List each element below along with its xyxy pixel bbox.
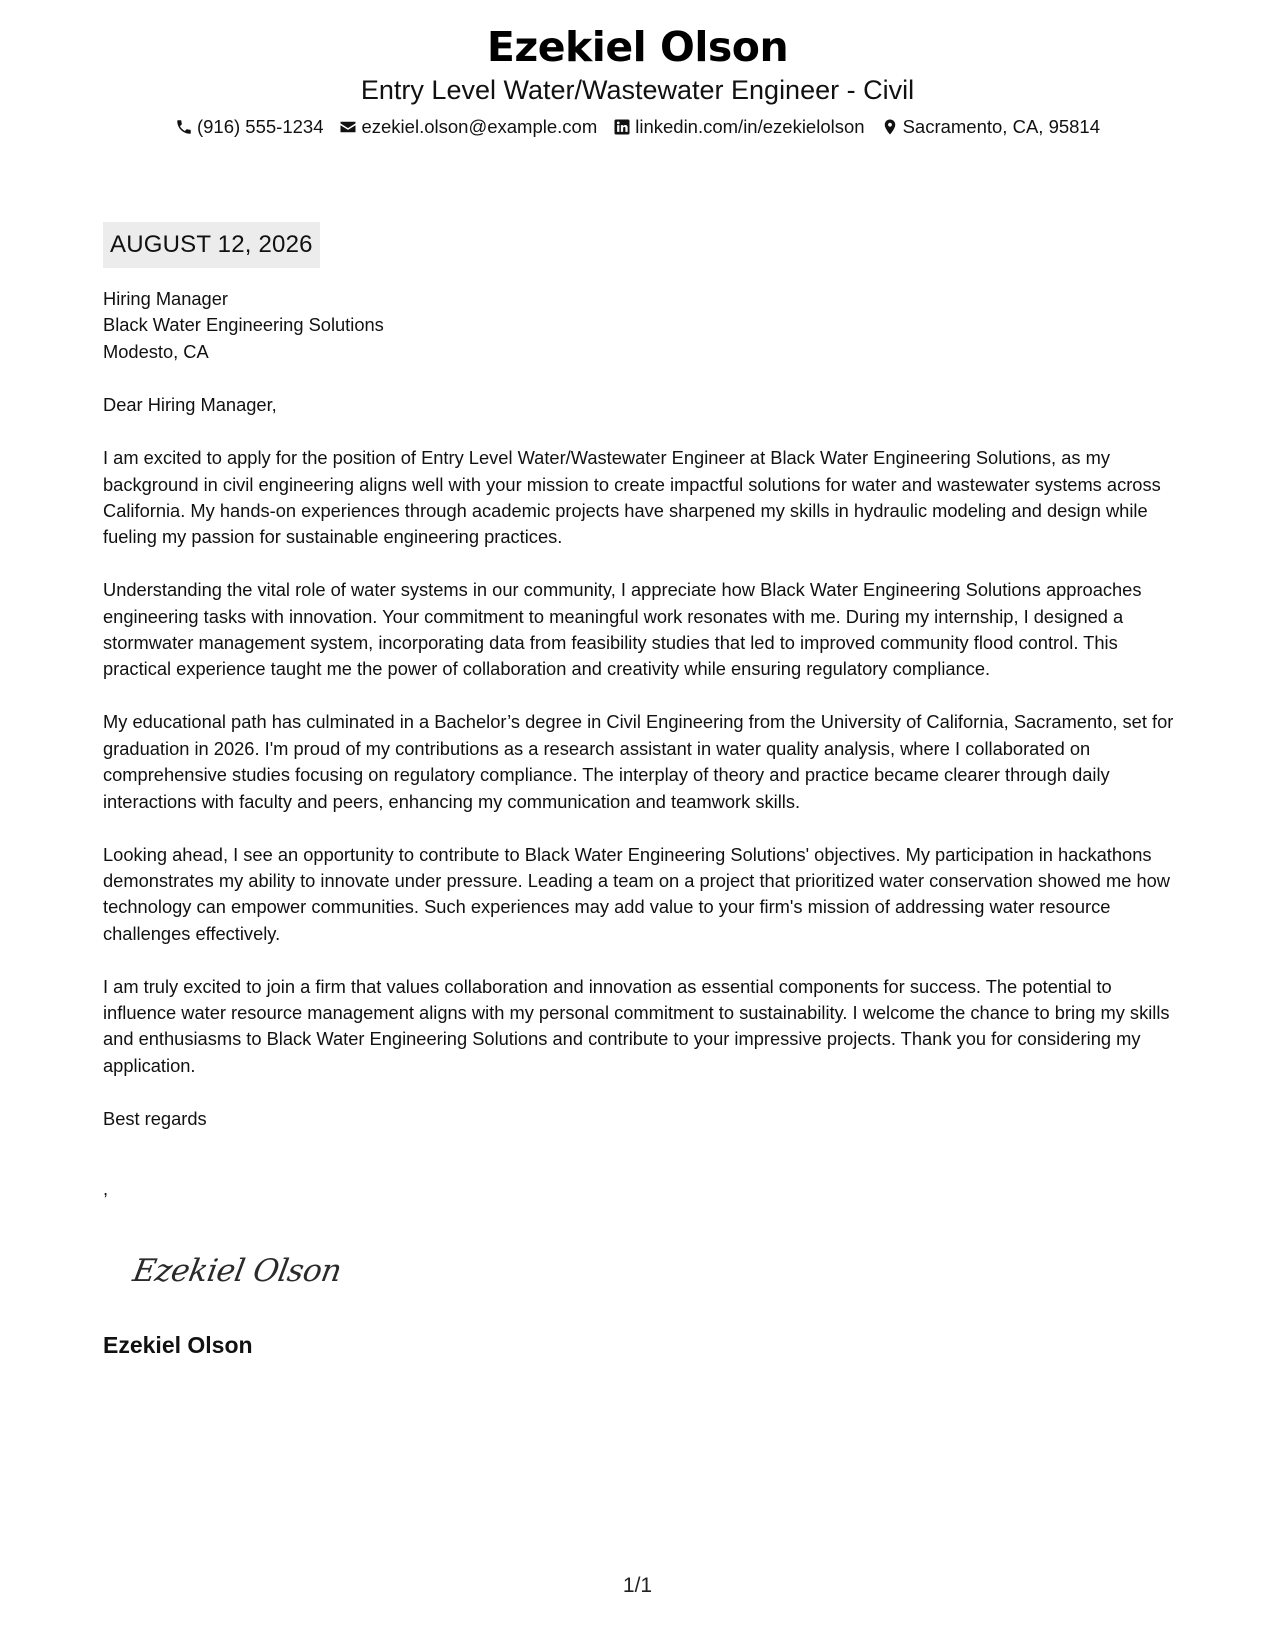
body-paragraph-3: My educational path has culminated in a Bachelor’s degree in Civil Engineering from the University of California, Sacramento, set for graduation in 2026. I'm proud of my contributions as a research assistant in water quality analysis, where I collaborated on comprehensive studies focusing on regulatory compliance. The interplay of theory and practice became clearer through daily interactions with faculty and peers, enhancing my communication and teamwork skills. xyxy=(103,711,1174,812)
body-paragraph-4: Looking ahead, I see an opportunity to contribute to Black Water Engineering Solutions' objectives. My participation in hackathons demonstrates my ability to innovate under pressure. Leading a team on a project that prioritized water conservation showed me how technology can empower communities. Such experiences may add value to your firm's mission of addressing water resource challenges effectively. xyxy=(103,843,1170,944)
salutation: Dear Hiring Manager, xyxy=(103,394,277,416)
email-link[interactable]: ezekiel.olson@example.com xyxy=(361,116,598,137)
handwritten-signature xyxy=(130,1245,340,1295)
signer-name: Ezekiel Olson xyxy=(103,1332,253,1358)
letter-body xyxy=(103,286,1178,1203)
contact-phone xyxy=(175,115,324,139)
svg-text:Ezekiel Olson: Ezekiel Olson xyxy=(130,1253,340,1289)
recipient-location: Modesto, CA xyxy=(103,340,209,362)
contact-location xyxy=(881,115,1100,139)
contact-email xyxy=(339,115,597,139)
envelope-icon xyxy=(339,118,357,136)
recipient-title: Hiring Manager xyxy=(103,288,228,309)
phone-text: (916) 555-1234 xyxy=(196,116,324,137)
map-pin-icon xyxy=(881,118,899,136)
body-paragraph-1: I am excited to apply for the position of Entry Level Water/Wastewater Engineer at Black Water Engineering Solutions, as my background in civil engineering aligns well with your mission to create impactful solutions for water and wastewater systems across California. My hands-on experiences through academic projects have sharpened my skills in hydraulic modeling and design while fueling my passion for sustainable engineering practices. xyxy=(103,447,1161,548)
letter-header xyxy=(0,22,1275,139)
job-title: Entry Level Water/Wastewater Engineer - Civil xyxy=(360,75,915,105)
linkedin-link[interactable]: linkedin.com/in/ezekielolson xyxy=(635,116,865,137)
linkedin-icon xyxy=(613,118,631,136)
body-paragraph-2: Understanding the vital role of water systems in our community, I appreciate how Black Water Engineering Solutions approaches engineering tasks with innovation. Your commitment to meaningful work resonates with me. During my internship, I designed a stormwater management system, incorporating data from feasibility studies that led to improved community flood control. This practical experience taught me the power of collaboration and creativity while ensuring regulatory compliance. xyxy=(103,579,1142,680)
contact-bar xyxy=(0,115,1275,139)
closing: Best regards xyxy=(103,1107,207,1129)
location-text: Sacramento, CA, 95814 xyxy=(902,116,1101,137)
applicant-name: Ezekiel Olson xyxy=(486,23,789,71)
closing-comma: , xyxy=(103,1178,109,1200)
recipient-company: Black Water Engineering Solutions xyxy=(103,314,384,336)
body-paragraph-5: I am truly excited to join a firm that values collaboration and innovation as essential components for success. The potential to influence water resource management aligns with my personal commitment to sustainability. I welcome the chance to bring my skills and enthusiasms to Black Water Engineering Solutions and contribute to your impressive projects. Thank you for considering my application. xyxy=(103,975,1170,1076)
phone-icon xyxy=(175,118,193,136)
page-number: 1/1 xyxy=(622,1574,653,1597)
letter-date: AUGUST 12, 2026 xyxy=(103,222,320,268)
contact-linkedin xyxy=(613,115,864,139)
recipient-block xyxy=(103,286,1178,365)
